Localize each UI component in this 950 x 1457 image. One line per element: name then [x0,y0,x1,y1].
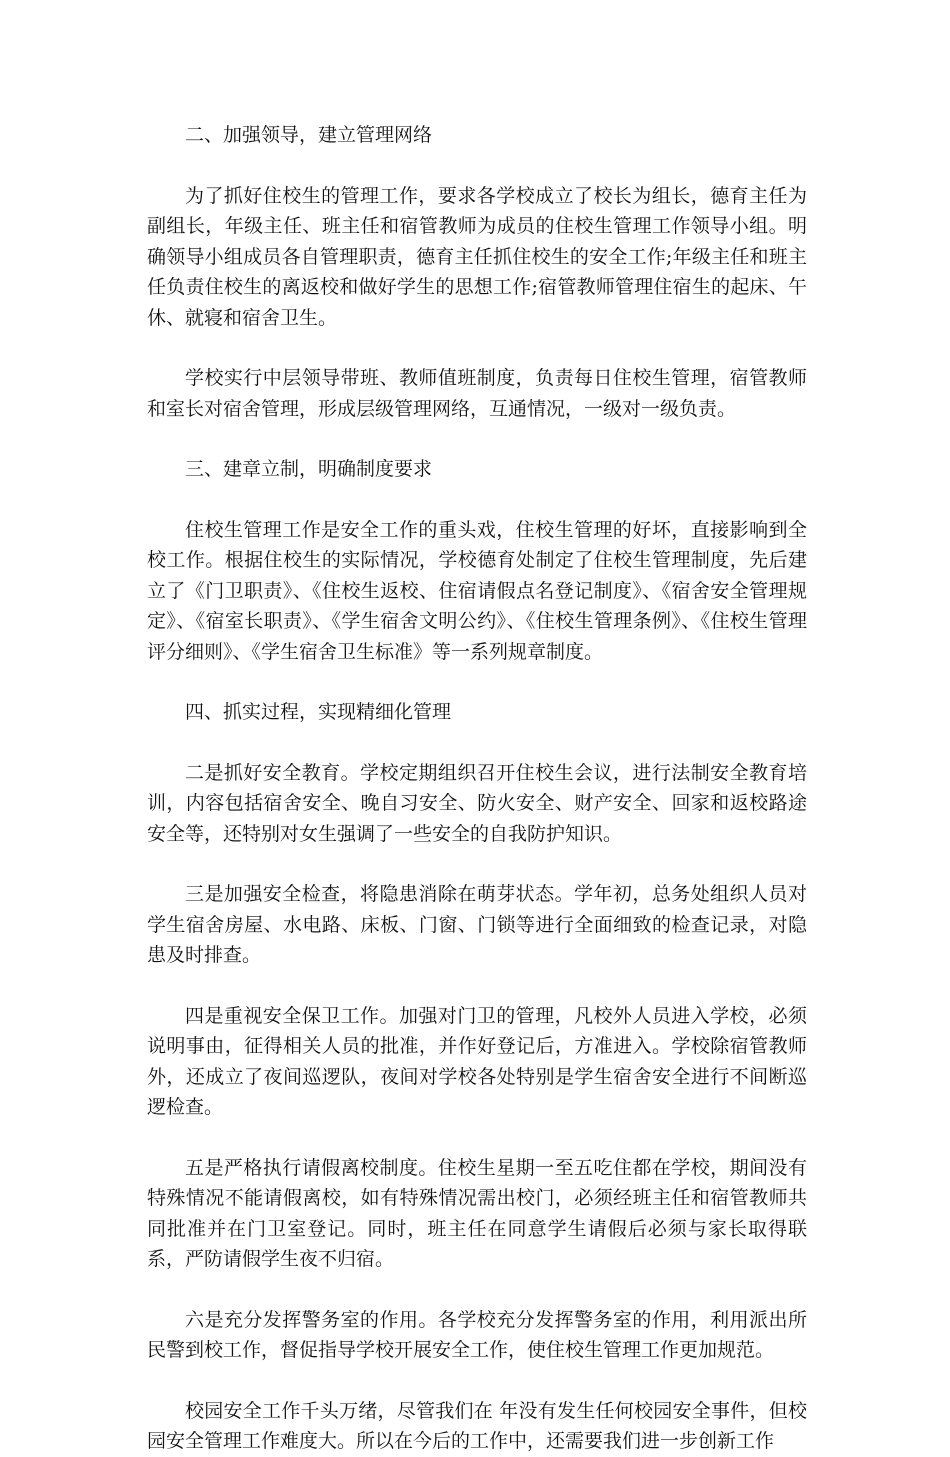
body-paragraph: 五是严格执行请假离校制度。住校生星期一至五吃住都在学校，期间没有特殊情况不能请假离校，如有特殊情况需出校门，必须经班主任和宿管教师共同批准并在门卫室登记。同时，班主任在同意学生请假后必须与家长取得联系，严防请假学生夜不归宿。 [147,1156,807,1270]
section-heading-3: 三、建章立制，明确制度要求 [185,458,433,480]
body-paragraph: 学校实行中层领导带班、教师值班制度，负责每日住校生管理，宿管教师和室长对宿舍管理，形成层级管理网络，互通情况，一级对一级负责。 [147,367,807,420]
body-paragraph: 六是充分发挥警务室的作用。各学校充分发挥警务室的作用，利用派出所民警到校工作，督促指导学校开展安全工作，使住校生管理工作更加规范。 [147,1308,807,1361]
section-heading-2: 二、加强领导，建立管理网络 [185,124,433,146]
document-page [147,120,807,1457]
body-paragraph: 住校生管理工作是安全工作的重头戏，住校生管理的好坏，直接影响到全校工作。根据住校生的实际情况，学校德育处制定了住校生管理制度，先后建立了《门卫职责》、《住校生返校、住宿请假点名登记制度》、《宿舍安全管理规定》、《宿室长职责》、《学生宿舍文明公约》、《住校生管理条例》、《住校生管理评分细则》、《学生宿舍卫生标准》等一系列规章制度。 [147,518,807,663]
body-paragraph: 为了抓好住校生的管理工作，要求各学校成立了校长为组长，德育主任为副组长，年级主任、班主任和宿管教师为成员的住校生管理工作领导小组。明确领导小组成员各自管理职责，德育主任抓住校生的安全工作;年级主任和班主任负责住校生的离返校和做好学生的思想工作;宿管教师管理住宿生的起床、午休、就寝和宿舍卫生。 [147,184,807,329]
section-heading-4: 四、抓实过程，实现精细化管理 [185,701,452,723]
body-paragraph: 三是加强安全检查，将隐患消除在萌芽状态。学年初，总务处组织人员对学生宿舍房屋、水电路、床板、门窗、门锁等进行全面细致的检查记录，对隐患及时排查。 [147,883,807,966]
body-paragraph: 四是重视安全保卫工作。加强对门卫的管理，凡校外人员进入学校，必须说明事由，征得相关人员的批准，并作好登记后，方准进入。学校除宿管教师外，还成立了夜间巡逻队，夜间对学校各处特别是学生宿舍安全进行不间断巡逻检查。 [147,1004,807,1118]
body-paragraph: 二是抓好安全教育。学校定期组织召开住校生会议，进行法制安全教育培训，内容包括宿舍安全、晚自习安全、防火安全、财产安全、回家和返校路途安全等，还特别对女生强调了一些安全的自我防护知识。 [147,761,807,845]
body-paragraph: 校园安全工作千头万绪，尽管我们在 年没有发生任何校园安全事件，但校园安全管理工作难度大。所以在今后的工作中，还需要我们进一步创新工作 [147,1399,807,1452]
